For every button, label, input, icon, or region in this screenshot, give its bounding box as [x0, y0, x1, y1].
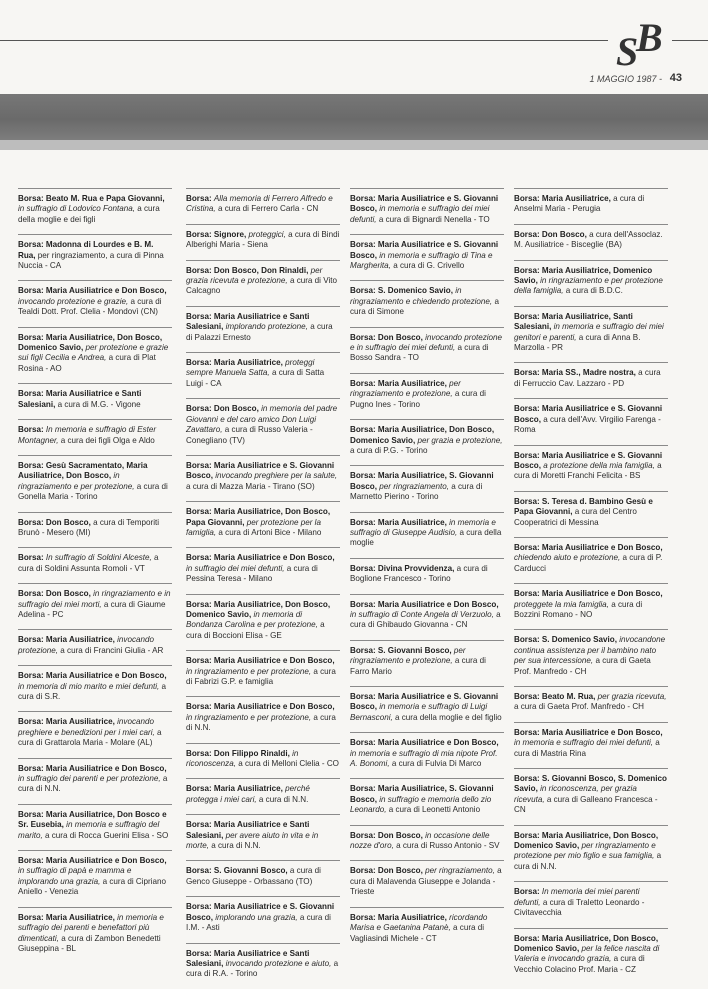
entry-donor: a cura di Vito Calcagno [186, 276, 338, 296]
entry-intention: in ringraziamento e chiedendo protezione, [350, 286, 493, 306]
entry-donor: a cura dell'Assoclaz. M. Ausiliatrice - Bisceglie (BA) [514, 229, 663, 250]
donation-entry [186, 306, 340, 343]
entry-heading: Borsa: Maria Ausiliatrice e Don Bosco, [186, 702, 335, 712]
entry-intention: in ringraziamento e per protezione, [186, 666, 312, 676]
entry-intention: in memoria e suffragio dei miei defunti, [350, 204, 490, 224]
donation-entry [350, 327, 504, 364]
entry-intention: per la felice nascita di Valeria e invocando grazia, [514, 943, 660, 964]
entry-donor: a cura di Grattarola Maria - Molare (AL) [18, 727, 162, 748]
entry-intention: in riconoscenza, [186, 748, 299, 769]
entry-donor: a cura di Vagliasindi Michele - CT [350, 923, 485, 943]
entry-intention: In memoria e suffragio di Ester Montagner, [18, 425, 157, 445]
entry-heading: Borsa: Maria Ausiliatrice e Santi Salesiani, [18, 389, 142, 409]
column-3 [350, 188, 504, 953]
entry-intention: invocando preghiere per la salute, [215, 471, 338, 481]
donation-entry [186, 860, 340, 887]
entry-donor: a cura di Leonetti Antonio [388, 805, 481, 815]
entry-intention: in memoria di mio marito e miei defunti, [18, 681, 160, 691]
entry-heading: Borsa: Don Bosco, [350, 830, 423, 840]
entry-intention: in memoria e suffragio dei parenti e benefattori più dimenticati, [18, 912, 164, 943]
entry-intention: per avere aiuto in vita e in morte, [186, 830, 319, 851]
entry-heading: Borsa: Maria Ausiliatrice e Santi Salesiani, [186, 948, 310, 968]
entry-donor: a cura di Bozzini Romano - NO [514, 599, 643, 619]
entry-heading: Borsa: Don Bosco, [18, 517, 91, 527]
entry-donor: a cura di Rocca Guerini Elisa - SO [45, 830, 169, 840]
entry-intention: invocando protezione e aiuto, [225, 958, 332, 968]
entry-heading: Borsa: Don Bosco, [350, 332, 423, 342]
top-rule-right [672, 40, 708, 41]
entry-intention: in suffragio di Conte Angela di Verzuolo, [350, 609, 494, 619]
entry-donor: a cura di Anselmi Maria - Perugia [514, 194, 645, 214]
entry-intention: In memoria dei miei parenti defunti, [514, 887, 640, 907]
donation-entry [18, 234, 172, 271]
entry-donor: a cura della moglie e dei figli [18, 204, 160, 224]
donation-entry [514, 362, 668, 389]
entry-donor: a cura di S.R. [18, 681, 167, 701]
entry-donor: a cura di Simone [350, 296, 499, 317]
entry-intention: in ringraziamento e in suffragio dei miei morti, [18, 589, 171, 609]
donation-entry [18, 383, 172, 410]
entry-heading: Borsa: Maria Ausiliatrice, Don Bosco, Domenico Savio, [350, 425, 495, 445]
donation-entry [186, 547, 340, 584]
donation-entry [18, 583, 172, 620]
donation-entry [350, 280, 504, 317]
entry-donor: per ringraziamento, a cura di Pinna Nuccia - CA [18, 250, 164, 271]
column-2 [186, 188, 340, 989]
entry-donor: a cura di Boccioni Elisa - GE [186, 620, 325, 640]
donation-entry [350, 188, 504, 225]
entry-heading: Borsa: Don Bosco, [18, 589, 91, 599]
entry-intention: per ringraziamento e protezione, [350, 645, 466, 666]
entry-heading: Borsa: Maria Ausiliatrice e S. Giovanni Bosco, [350, 194, 499, 214]
entry-donor: a cura della moglie e del figlio [395, 712, 502, 722]
entry-intention: implorando protezione, [225, 322, 308, 332]
donation-entry [186, 814, 340, 851]
entry-intention: invocando preghiere e benedizioni per i miei cari, [18, 717, 155, 737]
entry-donor: a cura di B.D.C. [565, 286, 623, 296]
entry-heading: Borsa: Maria Ausiliatrice e Santi Salesiani, [186, 820, 310, 840]
entry-donor: a cura di Bindi Alberighi Maria - Siena [186, 229, 340, 250]
entry-donor: a cura di Plat Rosina - AO [18, 353, 156, 373]
donation-entry [350, 465, 504, 502]
column-4 [514, 188, 668, 984]
entry-heading: Borsa: Maria Ausiliatrice, [186, 358, 283, 368]
entry-heading: Borsa: Signore, [186, 229, 247, 239]
donation-entry [18, 547, 172, 574]
donation-entry [350, 825, 504, 852]
donation-entry [514, 768, 668, 816]
entry-intention: in memoria e suffragio di Tina e Margherita, [350, 250, 493, 271]
donation-entry [514, 398, 668, 435]
donation-entry [350, 640, 504, 677]
donation-entry [18, 907, 172, 955]
entry-intention: per grazia ricevuta, [597, 692, 667, 701]
entry-donor: a cura di P.G. - Torino [350, 445, 428, 455]
donation-entry [514, 629, 668, 677]
entry-donor: a cura di Satta Luigi - CA [186, 368, 325, 388]
donation-entry [514, 445, 668, 482]
donation-entry [186, 896, 340, 933]
entry-intention: in riconoscenza, per grazia ricevuta, [514, 784, 637, 804]
donation-entry [514, 260, 668, 297]
entry-heading: Borsa: Maria Ausiliatrice e S. Giovanni Bosco, [514, 404, 663, 424]
donation-entry [514, 491, 668, 528]
logo-letter-b: B [636, 15, 661, 60]
entry-heading: Borsa: Don Bosco, [186, 404, 259, 414]
entry-heading: Borsa: Maria Ausiliatrice, [350, 517, 447, 527]
entry-intention: invocandone continua assistenza per il bambino nato per sua intercessione, [514, 635, 666, 666]
entry-donor: a cura di Genco Giuseppe - Orbassano (TO) [186, 866, 321, 886]
entry-donor: a cura di N.N. [18, 774, 168, 794]
donation-entry [514, 306, 668, 354]
entry-intention: in ringraziamento e per protezione della famiglia, [514, 276, 663, 296]
entry-heading: Borsa: Maria Ausiliatrice e S. Giovanni Bosco, [350, 692, 499, 712]
donation-entry [186, 501, 340, 538]
entry-intention: In suffragio di Soldini Alceste, [45, 553, 152, 563]
logo-letter-s: S [616, 29, 637, 74]
donation-entry [18, 327, 172, 375]
donation-entry [350, 558, 504, 585]
entry-donor: a cura di Gaeta Prof. Manfredo - CH [514, 702, 645, 712]
donation-entry [18, 512, 172, 539]
column-1 [18, 188, 172, 963]
donation-entry [350, 594, 504, 631]
entry-heading: Borsa: Gesù Sacramentato, Maria Ausiliatrice, Don Bosco, [18, 460, 148, 481]
sb-logo [610, 14, 674, 74]
entry-donor: a cura della moglie [350, 527, 502, 548]
donation-entry [18, 280, 172, 317]
entry-heading: Borsa: Maria Ausiliatrice, [514, 194, 611, 203]
entry-intention: in memoria e suffragio di Giuseppe Audisio, [350, 517, 496, 537]
entry-heading: Borsa: Maria Ausiliatrice, Don Bosco, Domenico Savio, [514, 830, 659, 851]
entry-heading: Borsa: Maria Ausiliatrice e Don Bosco, [186, 656, 335, 666]
entry-heading: Borsa: Maria Ausiliatrice, [18, 912, 115, 922]
entry-intention: in suffragio dei miei defunti, [186, 563, 285, 573]
issue-date: 1 MAGGIO 1987 - [589, 74, 662, 84]
entry-heading: Borsa: Maria Ausiliatrice e Don Bosco, [350, 599, 499, 609]
entry-intention: in memoria e suffragio di Luigi Bernasconi, [350, 702, 488, 722]
entry-donor: a cura di R.A. - Torino [186, 958, 339, 979]
entry-intention: per grazia e protezione, [417, 435, 503, 445]
entry-donor: a cura di Palazzi Ernesto [186, 322, 333, 342]
entry-donor: a cura di Ferruccio Cav. Lazzaro - PD [514, 368, 661, 388]
donation-entry [18, 455, 172, 503]
entry-donor: a cura di Anna B. Marzolla - PR [514, 332, 641, 353]
donation-entry [18, 665, 172, 702]
entry-heading: Borsa: Don Filippo Rinaldi, [186, 748, 290, 758]
entry-heading: Borsa: Beato M. Rua e Papa Giovanni, [18, 194, 165, 203]
entry-donor: a cura di Cipriano Aniello - Venezia [18, 876, 167, 897]
entry-donor: a cura di Fulvia Di Marco [391, 759, 482, 769]
entry-donor: a cura di Gonella Maria - Torino [18, 481, 168, 502]
entry-donor: a cura di N.N. [211, 841, 261, 851]
entry-heading: Borsa: Maria Ausiliatrice e Don Bosco, [514, 589, 663, 599]
header-band-strip [0, 140, 708, 150]
entry-heading: Borsa: Don Bosco, Don Rinaldi, [186, 265, 309, 275]
entry-heading: Borsa: Maria Ausiliatrice e Don Bosco, [514, 727, 663, 737]
entry-donor: a cura di Vecchio Colacino Prof. Maria - CZ [514, 954, 645, 974]
entry-donor: a cura di Soldini Assunta Romoli - VT [18, 553, 159, 573]
entry-donor: a cura di Bosso Sandra - TO [350, 343, 489, 363]
entry-intention: in memoria e suffragio dei miei genitori e parenti, [514, 322, 664, 342]
entry-donor: a cura di Artoni Bice - Milano [218, 527, 322, 537]
entry-donor: a cura di N.N. [514, 851, 662, 871]
entry-intention: in memoria e suffragio di mia nipote Prof. A. Bonomi, [350, 748, 498, 769]
entry-heading: Borsa: S. Giovanni Bosco, S. Domenico Savio, [514, 774, 667, 794]
entry-intention: per protezione per la famiglia, [186, 517, 321, 537]
entry-heading: Borsa: Divina Provvidenza, [350, 563, 455, 573]
donation-entry [18, 711, 172, 748]
entry-heading: Borsa: Maria Ausiliatrice, Santi Salesiani, [514, 311, 633, 332]
entry-heading: Borsa: [186, 194, 212, 203]
entry-intention: in occasione delle nozze d'oro, [350, 830, 490, 851]
entry-heading: Borsa: S. Teresa d. Bambino Gesù e Papa Giovanni, [514, 496, 653, 517]
entry-heading: Borsa: Maria Ausiliatrice, Don Bosco e Sr. Eusebia, [18, 809, 167, 830]
entry-donor: a cura di N.N. [186, 712, 336, 733]
entry-donor: a cura di Pugno Ines - Torino [350, 389, 486, 409]
entry-donor: a cura di G. Crivello [393, 261, 465, 271]
entry-heading: Borsa: Maria Ausiliatrice, [18, 635, 115, 645]
entry-heading: Borsa: Maria Ausiliatrice e Don Bosco, [18, 856, 167, 866]
donation-entry [18, 758, 172, 795]
donation-entry [514, 686, 668, 713]
donation-entry [186, 743, 340, 770]
entry-donor: a cura di Fabrizi G.P. e famiglia [186, 666, 336, 686]
entry-donor: a cura di Giaume Adelina - PC [18, 599, 166, 619]
entry-heading: Borsa: [18, 553, 44, 563]
entry-intention: per ringraziamento e protezione, [350, 378, 461, 399]
donation-entry [186, 224, 340, 251]
donation-entry [350, 686, 504, 723]
entry-heading: Borsa: Maria Ausiliatrice, Domenico Savio, [514, 265, 653, 286]
donation-entry [350, 419, 504, 456]
donation-entry [18, 188, 172, 225]
entry-intention: per grazia ricevuta e protezione, [186, 265, 323, 286]
donation-entry [350, 907, 504, 944]
entry-heading: Borsa: Maria Ausiliatrice e S. Giovanni Bosco, [186, 902, 335, 922]
donation-entry [186, 650, 340, 687]
donation-entry [514, 825, 668, 873]
entry-heading: Borsa: Maria Ausiliatrice e Don Bosco, [18, 763, 167, 773]
donation-entry [514, 881, 668, 918]
entry-intention: per protezione e grazie sui figli Cecilia e Andrea, [18, 343, 169, 363]
entry-heading: Borsa: Maria Ausiliatrice e Don Bosco, [514, 542, 663, 552]
entry-donor: a cura di Boglione Francesco - Torino [350, 563, 488, 584]
entry-intention: in memoria e suffragio del marito, [18, 820, 160, 840]
entry-donor: a cura di Ghibaudo Giovanna - CN [350, 609, 501, 630]
donation-entry [186, 778, 340, 805]
donation-entry [350, 860, 504, 897]
donation-entry [186, 260, 340, 297]
entry-heading: Borsa: Maria Ausiliatrice e Don Bosco, [186, 553, 335, 563]
entry-intention: per ringraziamento, [425, 866, 495, 876]
entry-donor: a cura di Mastria Rina [514, 738, 660, 758]
entry-heading: Borsa: Maria Ausiliatrice e S. Giovanni Bosco, [186, 460, 335, 481]
entry-intention: invocando protezione e in suffragio dei miei defunti, [350, 332, 503, 353]
donation-entry [514, 928, 668, 976]
entry-intention: perché protegga i miei cari, [186, 784, 310, 804]
entry-intention: invocando protezione, [18, 635, 155, 655]
donation-entry [514, 583, 668, 620]
entry-intention: in memoria del padre Giovanni e del caro amico Don Luigi Zavattaro, [186, 404, 338, 435]
donation-entry [514, 722, 668, 759]
entry-donor: a cura di Ferrero Carla - CN [217, 204, 319, 214]
entry-intention: in memoria di Bondanza Carolina e per protezione, [186, 609, 318, 630]
entry-heading: Borsa: Madonna di Lourdes e B. M. Rua, [18, 240, 154, 260]
entry-heading: Borsa: [18, 425, 44, 435]
entry-heading: Borsa: Maria Ausiliatrice e S. Giovanni Bosco, [350, 240, 499, 260]
entry-donor: a cura di Galleano Francesca - CN [514, 794, 658, 815]
entry-heading: Borsa: Maria Ausiliatrice e Don Bosco, [18, 671, 167, 681]
entry-intention: in ringraziamento e per protezione, [18, 471, 135, 491]
entry-donor: a cura di Russo Antonio - SV [396, 841, 500, 851]
entry-donor: a cura di Moretti Franchi Felicita - BS [514, 460, 662, 481]
entry-intention: per ringraziamento e protezione per mio figlio e sua famiglia, [514, 841, 656, 861]
entry-donor: a cura di M.G. - Vigone [57, 399, 141, 409]
entry-heading: Borsa: Maria Ausiliatrice, Don Bosco, Domenico Savio, [18, 332, 163, 353]
entry-intention: proteggete la mia famiglia, [514, 599, 609, 609]
entry-heading: Borsa: S. Giovanni Bosco, [186, 866, 288, 876]
entry-intention: in suffragio e memoria dello zio Leonardo, [350, 794, 492, 815]
entry-intention: Alla memoria di Ferrero Alfredo e Cristina, [186, 194, 333, 214]
entry-intention: chiedendo aiuto e protezione, [514, 553, 621, 563]
entry-donor: a cura di Gaeta Prof. Manfredo - CH [514, 656, 651, 676]
entry-donor: a cura di Malavenda Giuseppe e Jolanda - Trieste [350, 866, 502, 897]
entry-donor: a cura di Temporiti Brunò - Mesero (MI) [18, 517, 160, 537]
donation-entry [514, 188, 668, 215]
donation-entry [350, 373, 504, 410]
entry-intention: in suffragio di Lodovico Fontana, [18, 204, 135, 214]
entry-intention: in memoria e suffragio dei miei defunti, [514, 738, 654, 748]
donation-entry [18, 629, 172, 656]
entry-heading: Borsa: Maria Ausiliatrice e Don Bosco, [18, 286, 167, 296]
entry-intention: in suffragio dei parenti e per protezione, [18, 774, 161, 784]
donation-entry [350, 778, 504, 815]
donation-entry [186, 398, 340, 446]
entry-donor: a cura di Marnetto Pierino - Torino [350, 481, 483, 502]
donation-entry [514, 537, 668, 574]
donation-entry [18, 419, 172, 446]
entry-donor: a cura di I.M. - Asti [186, 912, 331, 933]
entry-intention: in ringraziamento e per protezione, [186, 712, 312, 722]
donation-entry [186, 943, 340, 980]
entry-heading: Borsa: Maria Ausiliatrice e Santi Salesiani, [186, 311, 310, 332]
entry-heading: Borsa: Maria Ausiliatrice, [350, 912, 447, 922]
entry-donor: a cura di Mazza Maria - Tirano (SO) [186, 481, 315, 491]
entry-heading: Borsa: Maria Ausiliatrice e Don Bosco, [350, 738, 499, 748]
entry-heading: Borsa: Maria Ausiliatrice e S. Giovanni Bosco, [514, 450, 663, 470]
entry-donor: a cura di Bignardi Nenella - TO [378, 214, 490, 224]
entry-donor: a cura di N.N. [258, 794, 309, 804]
entry-heading: Borsa: Maria Ausiliatrice, S. Giovanni Bosco, [350, 784, 494, 804]
entry-heading: Borsa: S. Domenico Savio, [514, 635, 617, 645]
donation-entry [350, 512, 504, 549]
entry-intention: proteggi sempre Manuela Satta, [186, 358, 315, 378]
donation-entry [350, 732, 504, 769]
entry-donor: a cura di Farro Mario [350, 656, 486, 676]
donation-entry [186, 455, 340, 492]
entry-donor: a cura di Pessina Teresa - Milano [186, 563, 318, 584]
entry-donor: a cura dell'Avv. Virgilio Farenga - Roma [514, 414, 661, 435]
entry-donor: a cura dei figli Olga e Aldo [60, 435, 155, 445]
entry-heading: Borsa: Beato M. Rua, [514, 692, 596, 701]
entry-donor: a cura di P. Carducci [514, 553, 663, 573]
header-band [0, 94, 708, 140]
entry-heading: Borsa: Maria Ausiliatrice, [18, 717, 115, 727]
entry-intention: per ringraziamento, [379, 481, 449, 491]
entry-donor: a cura di Traletto Leonardo - Civitavecchia [514, 897, 645, 918]
entry-heading: Borsa: Maria Ausiliatrice, [186, 784, 283, 794]
donation-entry [514, 224, 668, 251]
entry-heading: Borsa: Maria Ausiliatrice, [350, 378, 447, 388]
entry-donor: a cura di Tealdi Dott. Prof. Clelia - Mondovì (CN) [18, 296, 162, 317]
entry-heading: Borsa: Maria Ausiliatrice, Don Bosco, Papa Giovanni, [186, 507, 331, 527]
entry-intention: implorando una grazia, [215, 912, 298, 922]
entry-donor: a cura di Zambon Benedetti Giuseppina - BL [18, 933, 161, 953]
entry-heading: Borsa: [514, 887, 540, 897]
top-rule [0, 40, 608, 41]
entry-donor: a cura di Francini Giulia - AR [60, 645, 164, 655]
entry-heading: Borsa: Maria Ausiliatrice, Don Bosco, Domenico Savio, [514, 933, 659, 953]
entry-donor: a cura di Melloni Clelia - CO [238, 759, 339, 769]
entry-intention: proteggici, [248, 229, 286, 239]
entry-heading: Borsa: Don Bosco, [350, 866, 423, 876]
entry-heading: Borsa: Don Bosco, [514, 229, 587, 239]
donation-entry [18, 804, 172, 841]
entry-heading: Borsa: Maria Ausiliatrice, S. Giovanni Bosco, [350, 471, 494, 491]
entry-intention: in suffragio di papà e mamma e implorando una grazia, [18, 866, 132, 886]
entry-heading: Borsa: S. Domenico Savio, [350, 286, 453, 296]
entry-heading: Borsa: S. Giovanni Bosco, [350, 645, 452, 655]
entry-intention: a protezione della mia famiglia, [543, 460, 655, 470]
donation-entry [186, 352, 340, 389]
donation-entry [186, 594, 340, 642]
donation-entry [186, 188, 340, 215]
entry-donor: a cura del Centro Cooperatrici di Messina [514, 507, 637, 527]
page-number: 43 [669, 72, 682, 84]
entry-intention: invocando protezione e grazie, [18, 296, 129, 306]
entry-heading: Borsa: Maria Ausiliatrice, Don Bosco, Domenico Savio, [186, 599, 331, 619]
entry-heading: Borsa: Maria SS., Madre nostra, [514, 368, 636, 378]
donation-entry [186, 696, 340, 733]
entry-intention: ricordando Marisa e Gaetanina Patanè, [350, 912, 488, 933]
donation-entry [350, 234, 504, 271]
entry-donor: a cura di Russo Valeria - Conegliano (TV) [186, 425, 313, 445]
donation-entry [18, 850, 172, 898]
